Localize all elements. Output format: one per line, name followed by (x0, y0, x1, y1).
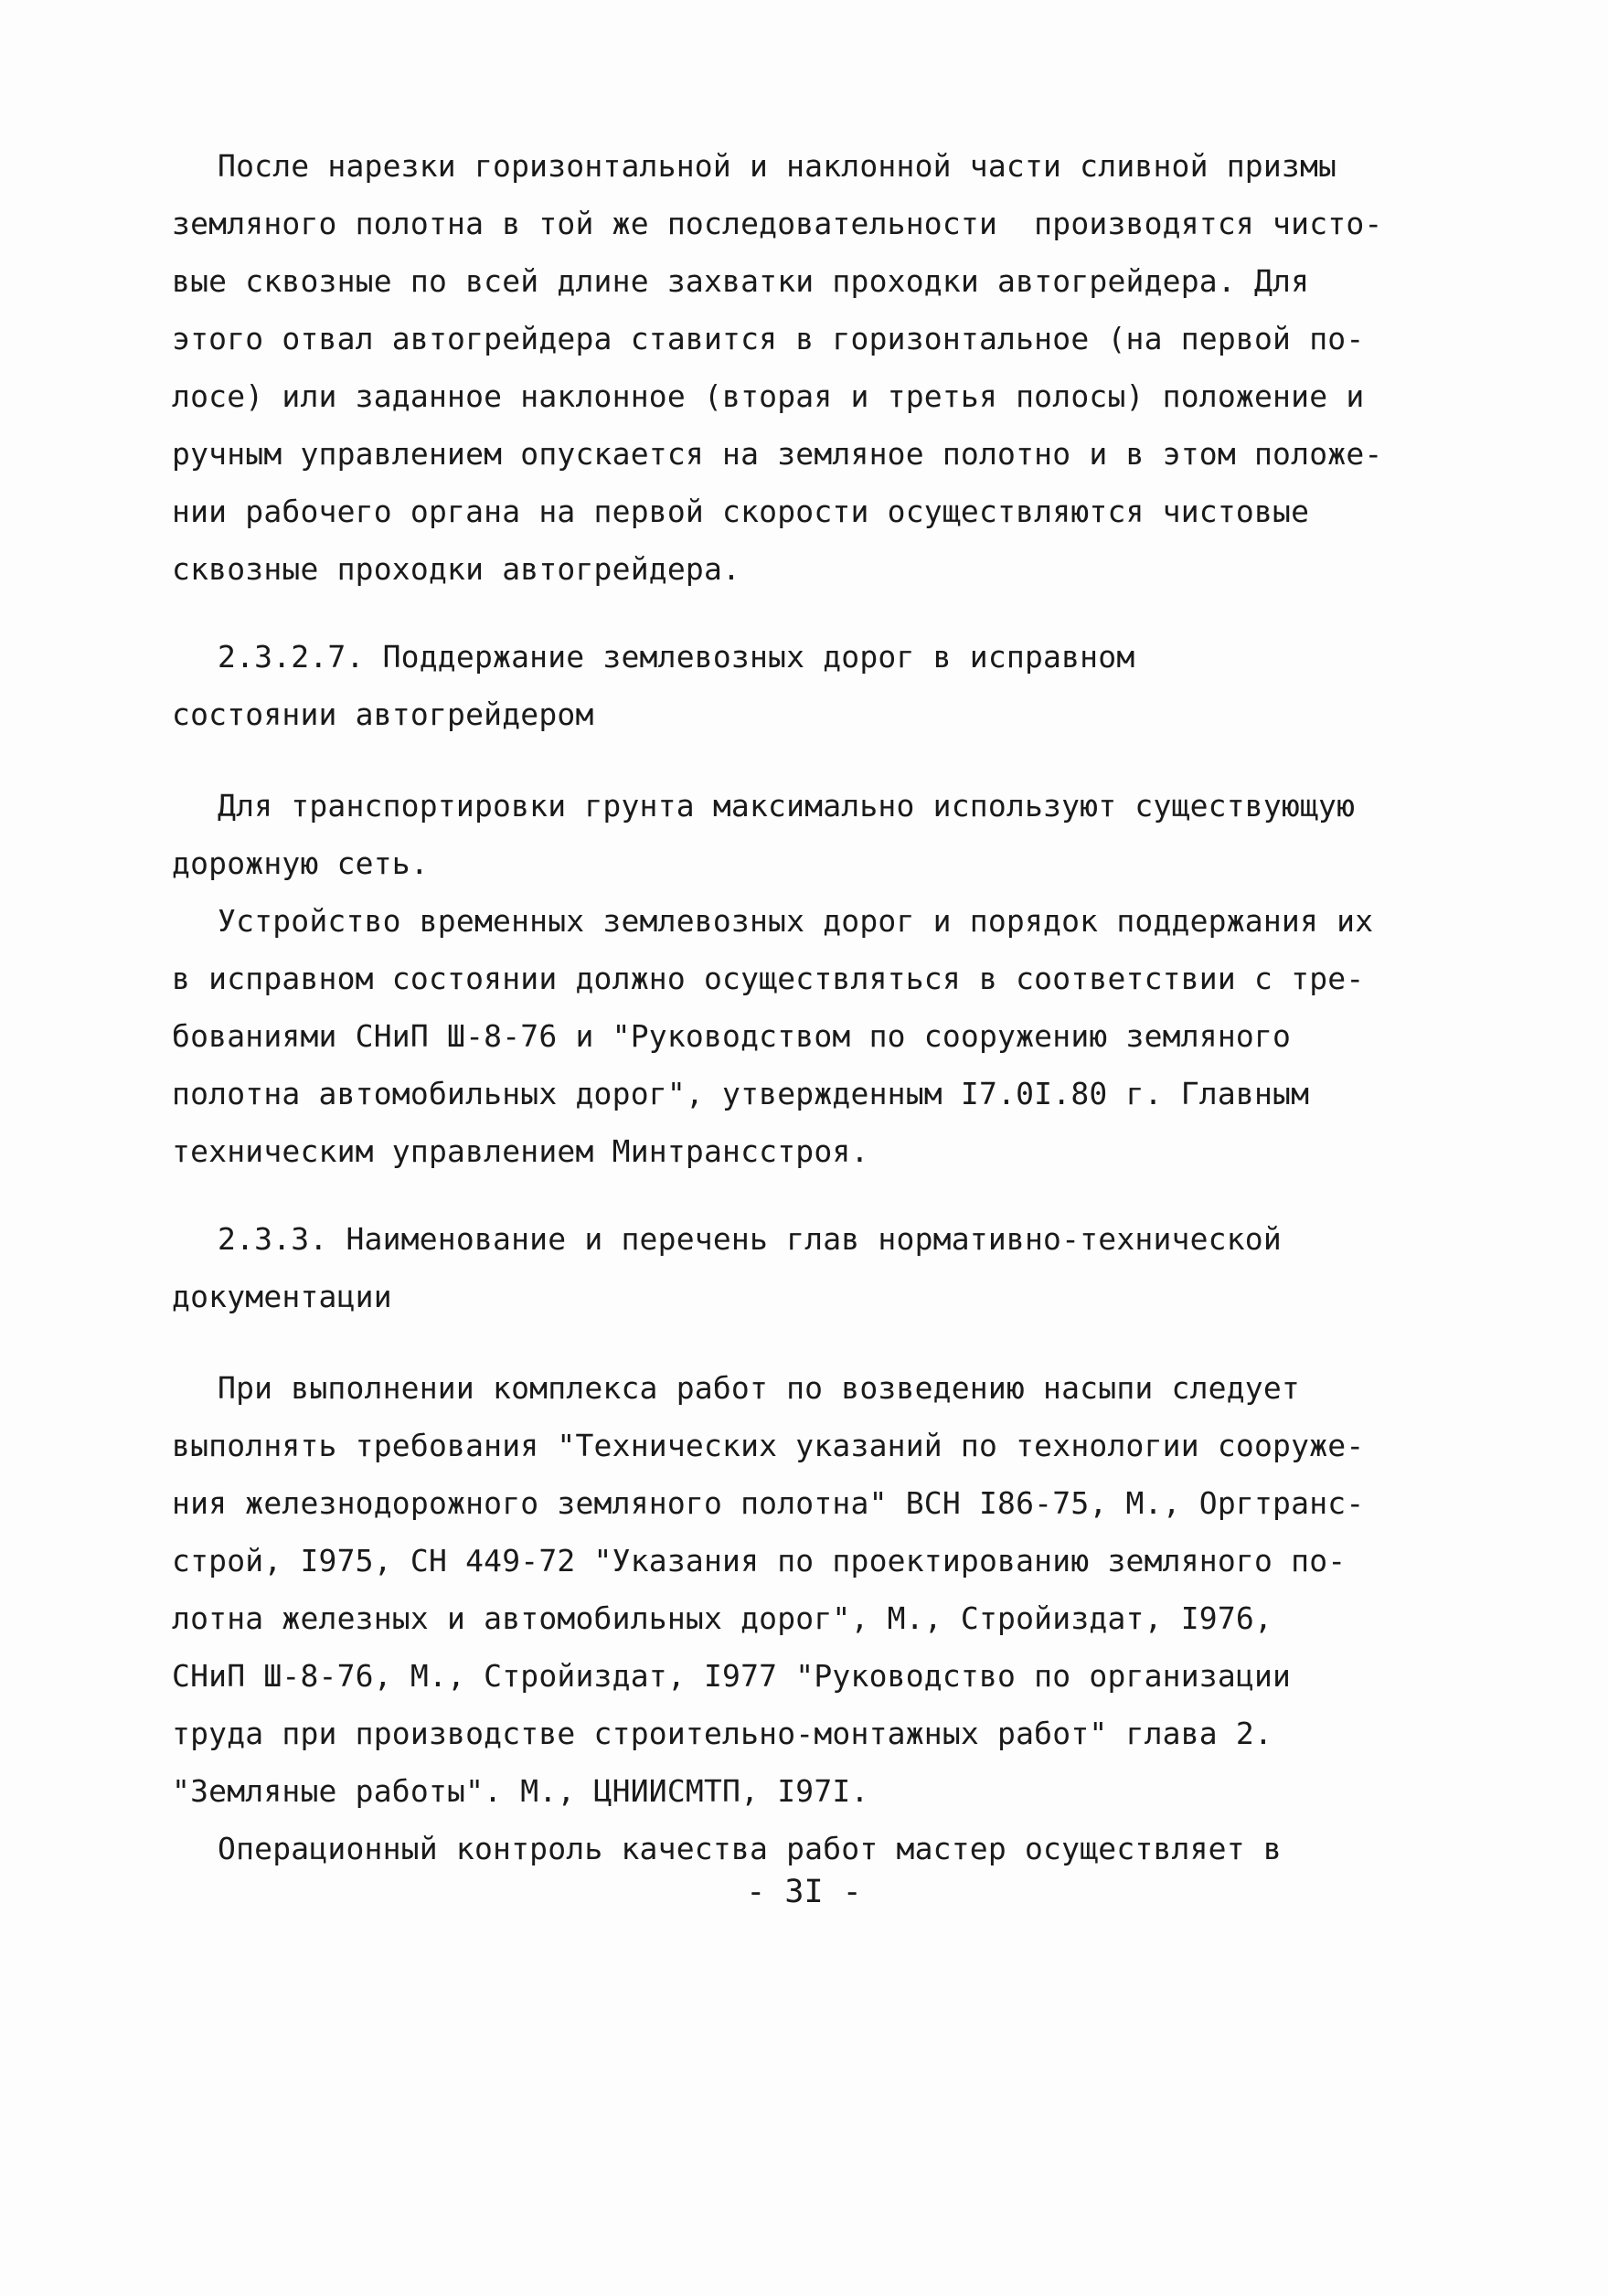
text-line: СНиП Ш-8-76, М., Стройиздат, I977 "Руководство по организации (172, 1658, 1292, 1694)
text-line: лотна железных и автомобильных дорог", М., Стройиздат, I976, (172, 1600, 1273, 1636)
spacer (172, 1325, 1388, 1359)
heading-line: 2.3.3. Наименование и перечень глав нормативно-технической (218, 1221, 1282, 1257)
spacer (172, 743, 1388, 777)
text-line: в исправном состоянии должно осуществляться в соответствии с тре- (172, 961, 1365, 996)
heading-line: 2.3.2.7. Поддержание землевозных дорог в исправном (218, 639, 1135, 675)
text-line: После нарезки горизонтальной и наклонной части сливной призмы (218, 148, 1337, 184)
text-line: выполнять требования "Технических указаний по технологии сооруже- (172, 1428, 1365, 1463)
heading-line: состоянии автогрейдером (172, 696, 594, 732)
text-line: полотна автомобильных дорог", утвержденным I7.0I.80 г. Главным (172, 1076, 1310, 1111)
text-line: Устройство временных землевозных дорог и порядок поддержания их (218, 903, 1374, 939)
spacer (172, 1180, 1388, 1210)
section-heading-2-3-3 (172, 1210, 1388, 1325)
section-heading-2-3-2-7 (172, 628, 1388, 743)
text-line: строй, I975, СН 449-72 "Указания по проектированию земляного по- (172, 1543, 1347, 1578)
heading-line: документации (172, 1279, 392, 1314)
paragraph-3 (172, 892, 1388, 1180)
paragraph-2 (172, 777, 1388, 892)
text-line: Для транспортировки грунта максимально используют существующую (218, 788, 1356, 824)
text-line: этого отвал автогрейдера ставится в горизонтальное (на первой по- (172, 321, 1365, 356)
text-line: ния железнодорожного земляного полотна" ВСН I86-75, М., Оргтранс- (172, 1485, 1365, 1521)
text-line: труда при производстве строительно-монтажных работ" глава 2. (172, 1716, 1273, 1751)
paragraph-4 (172, 1359, 1388, 1820)
text-line: Операционный контроль качества работ мастер осуществляет в (218, 1831, 1282, 1866)
text-line: ручным управлением опускается на земляное полотно и в этом положе- (172, 436, 1383, 472)
spacer (172, 598, 1388, 628)
text-line: бованиями СНиП Ш-8-76 и "Руководством по сооружению земляного (172, 1018, 1292, 1054)
text-line: При выполнении комплекса работ по возведению насыпи следует (218, 1370, 1300, 1406)
document-body (172, 137, 1388, 1877)
text-line: нии рабочего органа на первой скорости осуществляются чистовые (172, 494, 1310, 529)
text-line: "Земляные работы". М., ЦНИИСМТП, I97I. (172, 1773, 869, 1809)
text-line: техническим управлением Минтрансстроя. (172, 1133, 869, 1169)
paragraph-1 (172, 137, 1388, 598)
text-line: сквозные проходки автогрейдера. (172, 551, 741, 587)
page-number: - 3I - (746, 1874, 862, 1910)
text-line: вые сквозные по всей длине захватки проходки автогрейдера. Для (172, 263, 1310, 299)
paragraph-5 (172, 1820, 1388, 1877)
text-line: дорожную сеть. (172, 845, 429, 881)
text-line: земляного полотна в той же последовательности производятся чисто- (172, 206, 1383, 241)
text-line: лосе) или заданное наклонное (вторая и третья полосы) положение и (172, 378, 1365, 414)
